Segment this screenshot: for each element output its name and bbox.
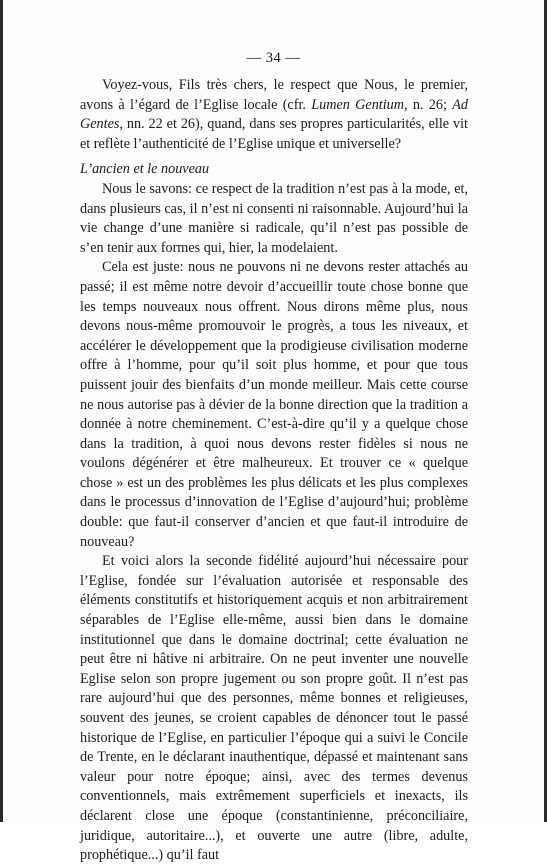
paragraph: Nous le savons: ce respect de la tradition n’est pas à la mode, et, dans plusieurs cas, il n’est ni consenti ni raisonnable. Aujourd’hui la vie change d’une manière si radicale, qu’il n’est pas possible de s’en tenir aux formes qui, hier, la modelaient. <box>80 180 468 256</box>
paragraph: Cela est juste: nous ne pouvons ni ne devons rester attachés au passé; il est même notre devoir d’accueillir toute chose bonne que les temps nouveaux nous offrent. Nous dirons même plus, nous devons nous-même promouvoir le progrès, a tous les niveaux, et accélérer le développement que la prodigieuse civilisation moderne offre à l’homme, pour qu’il soit plus homme, et pour que tous puissent jouir des bienfaits d’un monde meilleur. Mais cette course ne nous autorise pas à dévier de la bonne direction que la tradition a donnée à notre cheminement. C’est-à-dire qu’il y a quelque chose dans la tradition, à quoi nous devons rester fidèles si nous ne voulons dégénérer et être malheureux. Et trouver ce « quelque chose » est un des problèmes les plus délicats et les plus complexes dans le processus d’innovation de l’Eglise d’aujourd’hui; problème double: que faut-il conserver d’ancien et que faut-il introduire de nouveau? <box>80 259 468 550</box>
section-heading: L’ancien et le nouveau <box>80 161 210 178</box>
intro-text-end: nn. 22 et 26), quand, dans ses propres particularités, elle vit et reflète l’authenticité de l’Eglise unique et universelle? <box>80 116 468 152</box>
reference-ad-gentes: Ad Gentes, <box>80 96 468 133</box>
intro-text-start: Voyez-vous, Fils très chers, le respect que Nous, le premier, avons à l’égard de l’Eglise locale (cfr. <box>80 77 468 113</box>
reference-lumen-gentium: Lumen Gentium, <box>311 96 408 113</box>
body-text <box>80 76 468 866</box>
scan-border-left <box>0 0 3 822</box>
intro-text-middle: n. 26; <box>407 96 453 113</box>
intro-paragraph <box>80 76 468 154</box>
paragraph: Et voici alors la seconde fidélité aujourd’hui nécessaire pour l’Eglise, fondée sur l’évaluation autorisée et responsable des éléments constitutifs et historiquement acquis et non arbitrairement séparables de l’Eglise elle-même, aussi bien dans le domaine institutionnel que dans le domaine doctrinal; cette évaluation ne peut être ni hâtive ni arbitraire. On ne peut inventer une nouvelle Eglise selon son propre jugement ou son propre goût. Il n’est pas rare aujourd’hui que des personnes, même bonnes et religieuses, souvent des jeunes, se croient capables de dénoncer tout le passé historique de l’Eglise, en particulier l’époque qui a suivi le Concile de Trente, en le déclarant inauthentique, dépassé et maintenant sans valeur pour notre époque; ainsi, avec des termes devenus conventionnels, mais extrêmement superficiels et inexacts, ils déclarent close une époque (constantinienne, préconciliaire, juridique, autoritaire...), et ouverte une autre (libre, adulte, prophétique...) qu’il faut <box>80 553 468 864</box>
page-number: — 34 — <box>246 50 301 66</box>
